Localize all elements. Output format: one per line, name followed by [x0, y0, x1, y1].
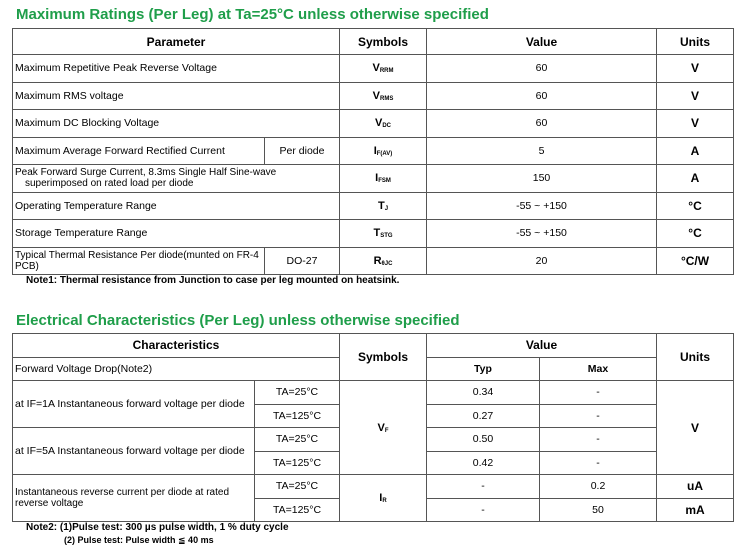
table-row [13, 381, 734, 405]
table-header-row [13, 334, 734, 358]
condition-cell: Per diode [265, 137, 340, 165]
param-label: Maximum Repetitive Peak Reverse Voltage [13, 55, 340, 83]
ir-label: Instantaneous reverse current per diode at rated reverse voltage [13, 475, 255, 522]
table-row [13, 55, 734, 83]
param-label: Typical Thermal Resistance Per diode(munted on FR-4 PCB) [13, 247, 265, 275]
table-row [13, 220, 734, 248]
typ-cell: - [427, 475, 540, 499]
table-row [13, 165, 734, 193]
table-row [13, 192, 734, 220]
header-parameter: Parameter [13, 29, 340, 55]
header-units: Units [657, 29, 734, 55]
value-cell: -55 ~ +150 [427, 192, 657, 220]
param-line-1: Peak Forward Surge Current, 8.3ms Single Half Sine-wave [15, 167, 277, 179]
table-row [13, 82, 734, 110]
unit-cell: mA [657, 498, 734, 522]
table-row [13, 110, 734, 138]
vf-5a-label: at IF=5A Instantaneous forward voltage per diode [13, 428, 255, 475]
unit-cell: uA [657, 475, 734, 499]
vf-row-label: Forward Voltage Drop(Note2) [13, 357, 340, 381]
value-cell: 60 [427, 55, 657, 83]
condition-cell: TA=125°C [255, 498, 340, 522]
param-label: Maximum RMS voltage [13, 82, 340, 110]
param-label [13, 165, 340, 193]
value-cell: 20 [427, 247, 657, 275]
condition-cell: TA=25°C [255, 428, 340, 452]
note2-line1: Note2: (1)Pulse test: 300 µs pulse width, 1 % duty cycle [26, 522, 289, 533]
typ-cell: 0.27 [427, 404, 540, 428]
symbol-cell: $T_J$ [340, 192, 427, 220]
symbol-cell: $V_{RMS}$ [340, 82, 427, 110]
header-symbols: Symbols [340, 334, 427, 381]
max-cell: 0.2 [540, 475, 657, 499]
value-cell: 5 [427, 137, 657, 165]
electrical-characteristics-table [12, 333, 734, 522]
vf-unit-cell: V [657, 381, 734, 475]
typ-cell: - [427, 498, 540, 522]
unit-cell: °C/W [657, 247, 734, 275]
symbol-cell: $V_{RRM}$ [340, 55, 427, 83]
param-label: Storage Temperature Range [13, 220, 340, 248]
max-cell: - [540, 451, 657, 475]
header-symbols: Symbols [340, 29, 427, 55]
electrical-characteristics-title: Electrical Characteristics (Per Leg) unless otherwise specified [16, 312, 460, 329]
table-header-row [13, 29, 734, 55]
header-typ: Typ [427, 357, 540, 381]
unit-cell: A [657, 137, 734, 165]
param-line-2: superimposed on rated load per diode [25, 178, 194, 190]
unit-cell: °C [657, 192, 734, 220]
header-characteristics: Characteristics [13, 334, 340, 358]
header-value: Value [427, 29, 657, 55]
max-cell: 50 [540, 498, 657, 522]
unit-cell: A [657, 165, 734, 193]
maximum-ratings-title: Maximum Ratings (Per Leg) at Ta=25°C unless otherwise specified [16, 6, 489, 23]
max-cell: - [540, 404, 657, 428]
unit-cell: °C [657, 220, 734, 248]
table-row [13, 475, 734, 499]
symbol-cell: $T_{STG}$ [340, 220, 427, 248]
header-units: Units [657, 334, 734, 381]
value-cell: 150 [427, 165, 657, 193]
symbol-cell: $R_{\theta JC}$ [340, 247, 427, 275]
unit-cell: V [657, 82, 734, 110]
typ-cell: 0.50 [427, 428, 540, 452]
unit-cell: V [657, 110, 734, 138]
condition-cell: DO-27 [265, 247, 340, 275]
condition-cell: TA=25°C [255, 381, 340, 405]
value-cell: 60 [427, 82, 657, 110]
max-cell: - [540, 381, 657, 405]
header-max: Max [540, 357, 657, 381]
ir-symbol-cell: $I_R$ [340, 475, 427, 522]
note1: Note1: Thermal resistance from Junction to case per leg mounted on heatsink. [26, 275, 400, 286]
vf-1a-label: at IF=1A Instantaneous forward voltage per diode [13, 381, 255, 428]
value-cell: -55 ~ +150 [427, 220, 657, 248]
table-row [13, 137, 734, 165]
condition-cell: TA=25°C [255, 475, 340, 499]
header-value: Value [427, 334, 657, 358]
symbol-cell: $I_{F(AV)}$ [340, 137, 427, 165]
unit-cell: V [657, 55, 734, 83]
table-row [13, 247, 734, 275]
symbol-cell: $I_{FSM}$ [340, 165, 427, 193]
value-cell: 60 [427, 110, 657, 138]
condition-cell: TA=125°C [255, 404, 340, 428]
param-label: Maximum DC Blocking Voltage [13, 110, 340, 138]
symbol-cell: $V_{DC}$ [340, 110, 427, 138]
maximum-ratings-table [12, 28, 734, 275]
max-cell: - [540, 428, 657, 452]
condition-cell: TA=125°C [255, 451, 340, 475]
note2-line2: (2) Pulse test: Pulse width ≦ 40 ms [64, 535, 214, 545]
typ-cell: 0.42 [427, 451, 540, 475]
param-label: Operating Temperature Range [13, 192, 340, 220]
typ-cell: 0.34 [427, 381, 540, 405]
vf-symbol-cell: $V_F$ [340, 381, 427, 475]
param-label: Maximum Average Forward Rectified Current [13, 137, 265, 165]
